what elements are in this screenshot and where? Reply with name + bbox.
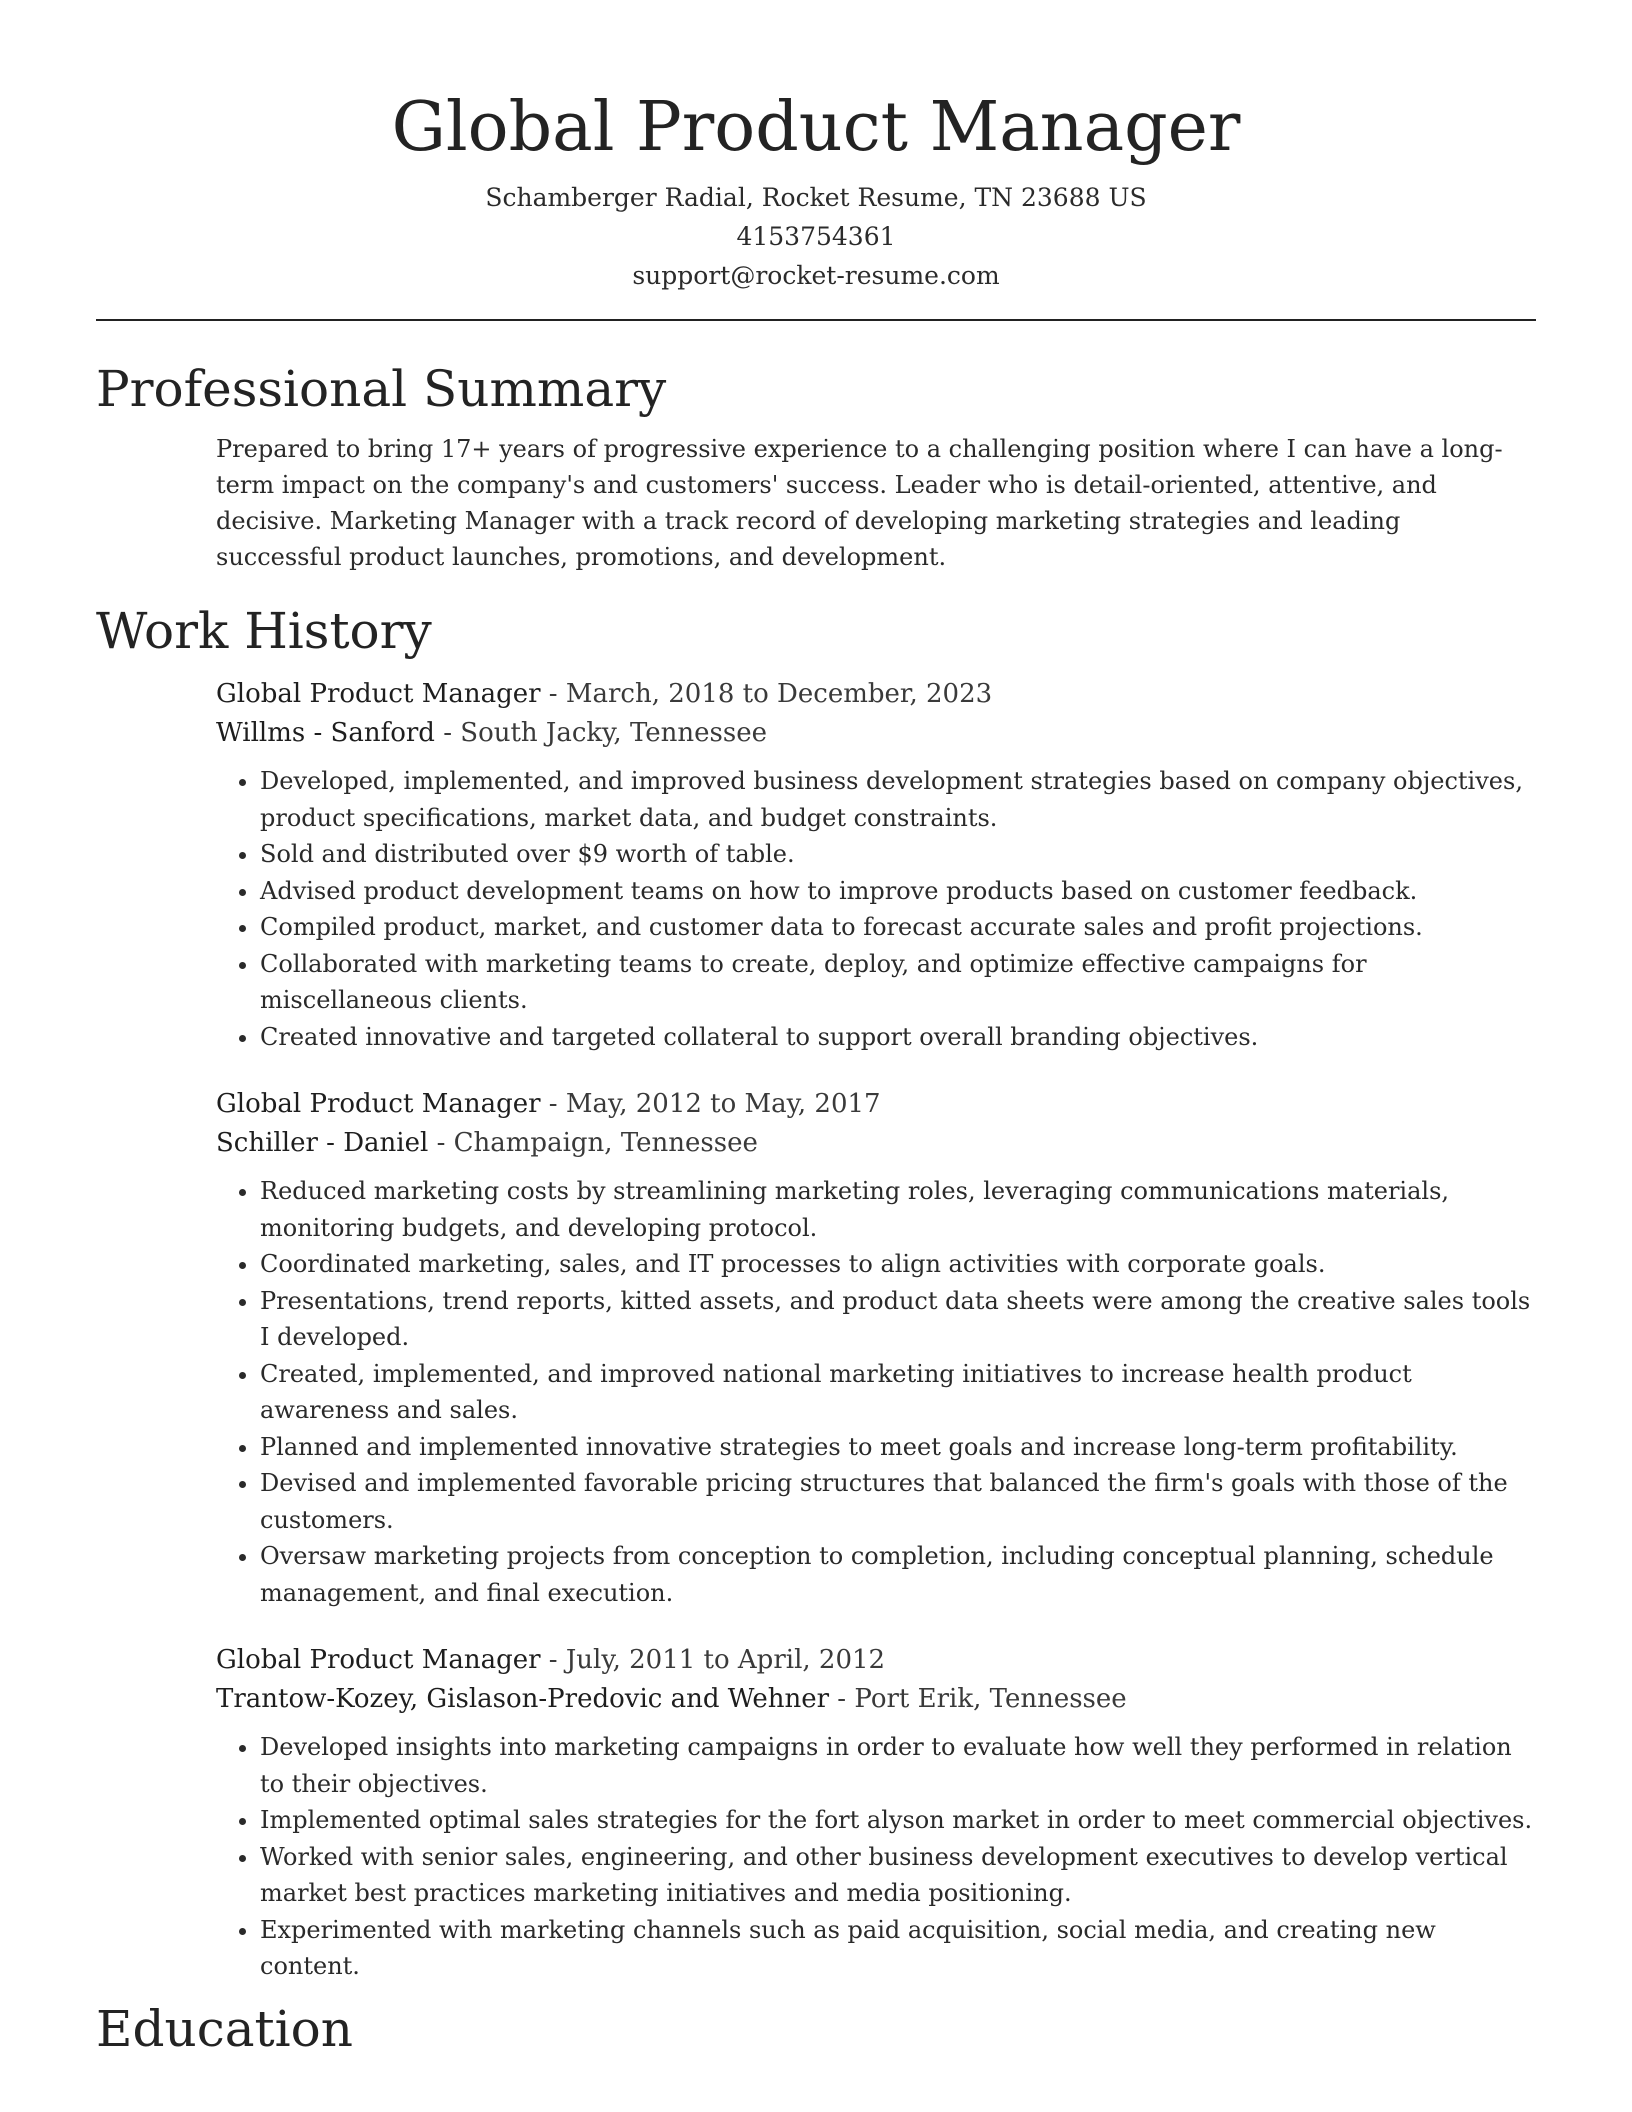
job-role-line: Global Product Manager - March, 2018 to December, 2023 [216, 679, 993, 709]
job-bullets [216, 1173, 1536, 1611]
job-bullet: • Created, implemented, and improved national marketing initiatives to increase health product awareness and sales. [260, 1356, 1536, 1429]
address: Schamberger Radial, Rocket Resume, TN 23688 US [485, 183, 1147, 212]
job-bullet: • Reduced marketing costs by streamlining marketing roles, leveraging communications materials, monitoring budgets, and developing protocol. [260, 1173, 1536, 1246]
job-bullet: • Implemented optimal sales strategies for the fort alyson market in order to meet commercial objectives. [260, 1802, 1536, 1839]
job-bullet: • Oversaw marketing projects from conception to completion, including conceptual planning, schedule management, and final execution. [260, 1538, 1536, 1611]
job-company: Trantow-Kozey, Gislason-Predovic and Wehner [216, 1684, 830, 1714]
job-location: Champaign, Tennessee [453, 1128, 758, 1158]
job-bullet: • Advised product development teams on how to improve products based on customer feedback. [260, 873, 1536, 910]
job-bullet: • Sold and distributed over $9 worth of table. [260, 836, 1536, 873]
job-location: Port Erik, Tennessee [854, 1684, 1127, 1714]
job-role: Global Product Manager [216, 1089, 541, 1119]
job-bullet: • Developed insights into marketing campaigns in order to evaluate how well they performed in relation to their objectives. [260, 1729, 1536, 1802]
resume-header [96, 0, 1536, 295]
job-bullet: • Worked with senior sales, engineering, and other business development executives to develop vertical market best practices marketing initiatives and media positioning. [260, 1839, 1536, 1912]
job-company-line: Trantow-Kozey, Gislason-Predovic and Wehner - Port Erik, Tennessee [216, 1684, 1127, 1714]
job-bullet: • Planned and implemented innovative strategies to meet goals and increase long-term profitability. [260, 1429, 1536, 1466]
education-heading: Education [96, 1999, 353, 2058]
job-bullet: • Devised and implemented favorable pricing structures that balanced the firm's goals with those of the customers. [260, 1465, 1536, 1538]
job-bullet: • Created innovative and targeted collateral to support overall branding objectives. [260, 1019, 1536, 1056]
summary-text: Prepared to bring 17+ years of progressive experience to a challenging position where I can have a long-term impact on the company's and customers' success. Leader who is detail-oriented, attentive, and decisive. Marketing Manager with a track record of developing marketing strategies and leading successful product launches, promotions, and development. [216, 435, 1503, 571]
summary-heading: Professional Summary [96, 360, 667, 418]
job-dates: May, 2012 to May, 2017 [565, 1089, 881, 1119]
job-bullet: • Experimented with marketing channels such as paid acquisition, social media, and creating new content. [260, 1912, 1536, 1985]
job-role: Global Product Manager [216, 1645, 541, 1675]
job-company: Willms - Sanford [216, 718, 435, 748]
job-entry [216, 675, 1536, 1055]
job-bullet: • Presentations, trend reports, kitted assets, and product data sheets were among the creative sales tools I developed. [260, 1283, 1536, 1356]
job-company-line: Willms - Sanford - South Jacky, Tennessee [216, 718, 767, 748]
job-bullet: • Compiled product, market, and customer data to forecast accurate sales and profit projections. [260, 909, 1536, 946]
work-history-heading: Work History [96, 602, 432, 660]
job-bullets [216, 763, 1536, 1055]
contact-block [96, 178, 1536, 295]
header-divider [96, 319, 1536, 321]
job-bullet: • Developed, implemented, and improved business development strategies based on company objectives, product specifications, market data, and budget constraints. [260, 763, 1536, 836]
job-bullet: • Coordinated marketing, sales, and IT processes to align activities with corporate goals. [260, 1246, 1536, 1283]
job-bullet: • Collaborated with marketing teams to create, deploy, and optimize effective campaigns for miscellaneous clients. [260, 946, 1536, 1019]
job-bullets [216, 1729, 1536, 1985]
job-dates: March, 2018 to December, 2023 [565, 679, 993, 709]
job-dates: July, 2011 to April, 2012 [565, 1645, 886, 1675]
job-role-line: Global Product Manager - May, 2012 to May, 2017 [216, 1089, 881, 1119]
job-location: South Jacky, Tennessee [460, 718, 767, 748]
email: support@rocket-resume.com [632, 261, 1000, 290]
job-entry [216, 1641, 1536, 1985]
job-company: Schiller - Daniel [216, 1128, 429, 1158]
job-company-line: Schiller - Daniel - Champaign, Tennessee [216, 1128, 758, 1158]
phone: 4153754361 [736, 222, 896, 251]
job-role: Global Product Manager [216, 679, 541, 709]
resume-page [96, 0, 1536, 2061]
job-role-line: Global Product Manager - July, 2011 to April, 2012 [216, 1645, 886, 1675]
candidate-title: Global Product Manager [391, 88, 1241, 167]
job-entry [216, 1085, 1536, 1611]
